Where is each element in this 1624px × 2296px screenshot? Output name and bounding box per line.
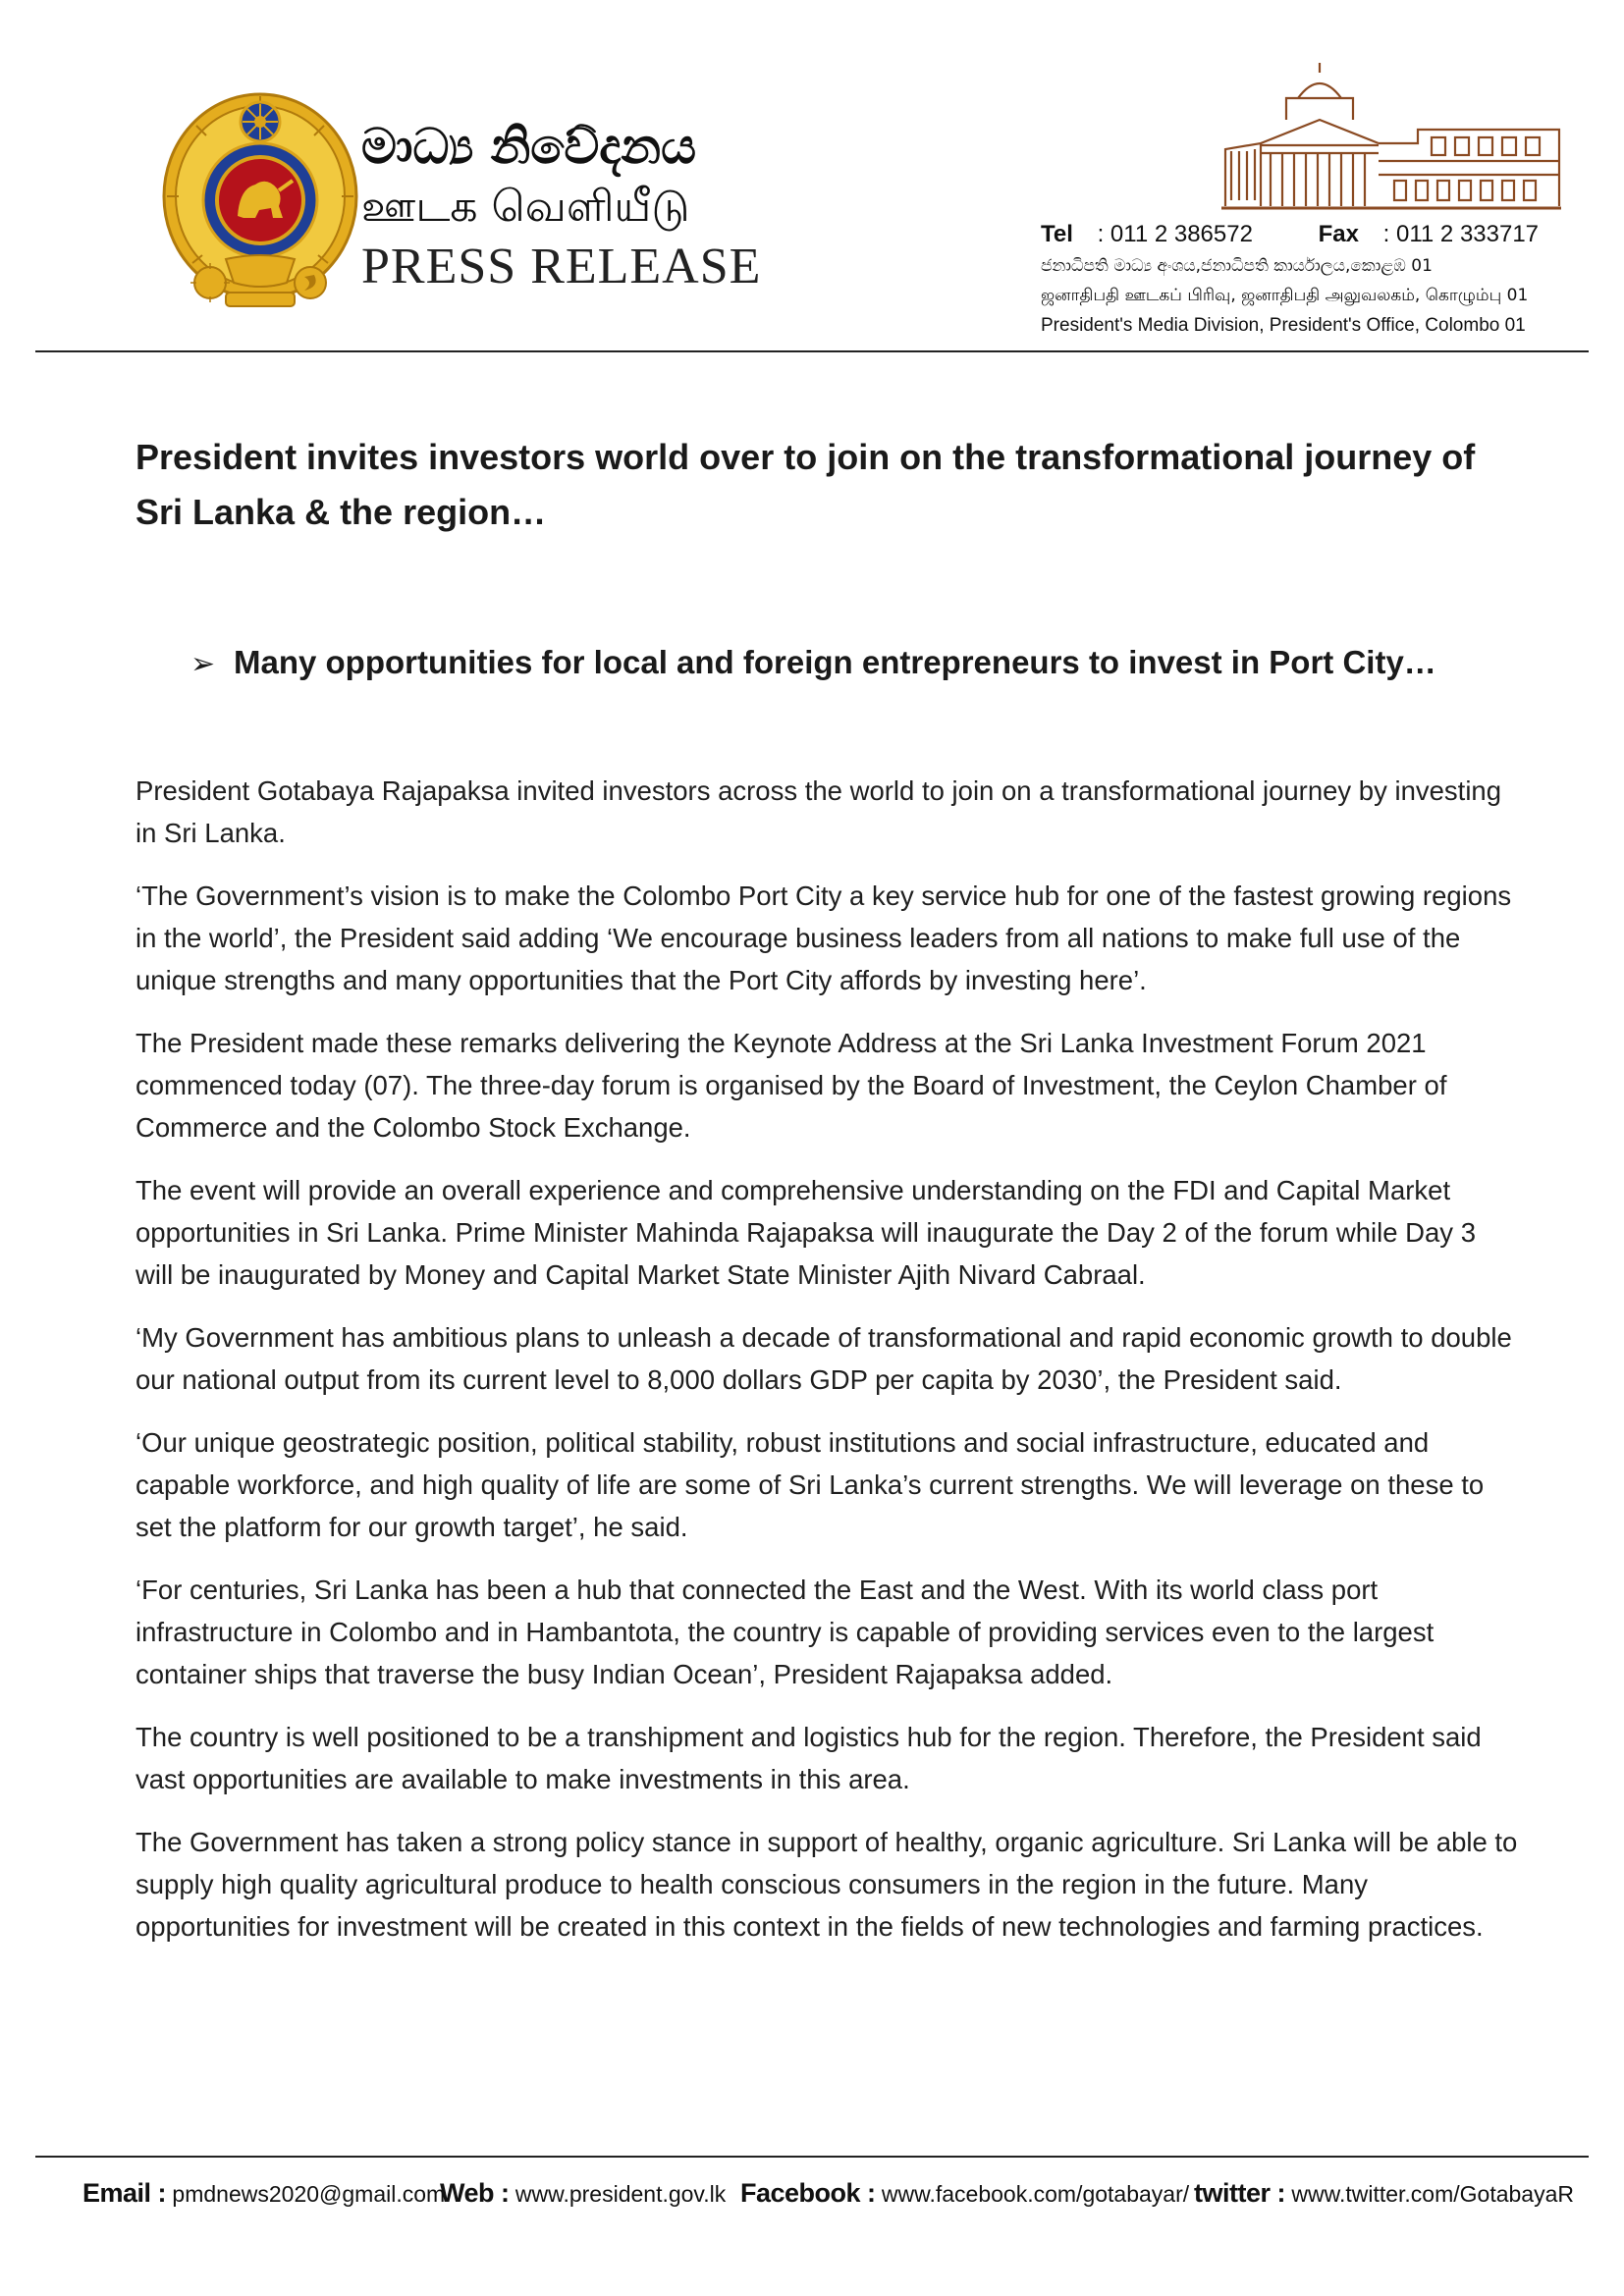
- footer-facebook: [740, 2173, 1189, 2214]
- address-english: President's Media Division, President's Office, Colombo 01: [1041, 315, 1526, 336]
- footer-twitter: [1194, 2173, 1574, 2214]
- fax-value: : 011 2 333717: [1382, 221, 1540, 247]
- paragraph: The country is well positioned to be a transhipment and logistics hub for the region. Therefore, the President said vast opportunities are available to make investments in this area.: [135, 1722, 1482, 1794]
- arrowhead-bullet-icon: ➢: [190, 647, 216, 681]
- article-body: [135, 770, 1520, 1968]
- email-label: Email :: [82, 2178, 167, 2208]
- letterhead: [0, 0, 1624, 355]
- tel-value: : 011 2 386572: [1097, 221, 1253, 247]
- headline: President invites investors world over to join on the transformational journey of Sri Lanka & the region…: [135, 437, 1476, 532]
- address-sinhala: ජනාධිපති මාධ්‍ය අංශය,ජනාධිපති කාර්යාලය,කොළඹ 01: [1041, 256, 1433, 276]
- facebook-link[interactable]: www.facebook.com/gotabayar/: [881, 2181, 1190, 2207]
- web-label: Web :: [440, 2178, 510, 2208]
- title-english: PRESS RELEASE: [361, 239, 762, 294]
- tel-label: Tel: [1041, 221, 1073, 247]
- fax-label: Fax: [1318, 221, 1359, 247]
- paragraph: ‘Our unique geostrategic position, political stability, robust institutions and social infrastructure, educated and capable workforce, and high quality of life are some of Sri Lanka’s current strengths. We will leverage on these to set the platform for our growth target’, he said.: [135, 1427, 1485, 1542]
- paragraph: The President made these remarks delivering the Keynote Address at the Sri Lanka Investment Forum 2021 commenced today (07). The three-day forum is organised by the Board of Investment, the Ceylon Chamber of Commerce and the Colombo Stock Exchange.: [135, 1028, 1447, 1143]
- header-divider: [35, 350, 1589, 352]
- twitter-label: twitter :: [1194, 2178, 1285, 2208]
- web-link[interactable]: www.president.gov.lk: [514, 2181, 727, 2207]
- subheading-bullet: [190, 638, 1545, 689]
- email-value[interactable]: pmdnews2020@gmail.com: [172, 2181, 446, 2207]
- address-tamil: ஜனாதிபதி ஊடகப் பிரிவு, ஜனாதிபதி அலுவலகம், கொழும்பு 01: [1041, 286, 1529, 305]
- press-release-title: [361, 116, 774, 296]
- paragraph: ‘The Government’s vision is to make the Colombo Port City a key service hub for one of the fastest growing regions in the world’, the President said adding ‘We encourage business leaders from all nations to make full use of the unique strengths and many opportunities that the Port City affords by investing here’.: [135, 881, 1512, 995]
- footer: [82, 2173, 1595, 2216]
- presidential-secretariat-building-icon: [1221, 59, 1561, 214]
- sri-lanka-emblem-icon: [157, 86, 363, 314]
- subheading-text: Many opportunities for local and foreign entrepreneurs to invest in Port City…: [234, 644, 1436, 680]
- facebook-label: Facebook :: [740, 2178, 876, 2208]
- twitter-link[interactable]: www.twitter.com/GotabayaR: [1291, 2181, 1574, 2207]
- title-tamil: ஊடக வெளியீடு: [361, 182, 690, 232]
- footer-web: [440, 2173, 726, 2214]
- paragraph: The Government has taken a strong policy stance in support of healthy, organic agriculture. Sri Lanka will be able to supply high quality agricultural produce to health conscious consumers in the region in the future. Many opportunities for investment will be created in this context in the fields of new technologies and farming practices.: [135, 1827, 1518, 1942]
- footer-divider: [35, 2156, 1589, 2158]
- paragraph: President Gotabaya Rajapaksa invited investors across the world to join on a transformational journey by investing in Sri Lanka.: [135, 775, 1502, 848]
- paragraph: ‘For centuries, Sri Lanka has been a hub that connected the East and the West. With its world class port infrastructure in Colombo and in Hambantota, the country is capable of providing services even to the largest container ships that traverse the busy Indian Ocean’, President Rajapaksa added.: [135, 1575, 1435, 1689]
- contact-details: [1041, 218, 1571, 342]
- paragraph: The event will provide an overall experience and comprehensive understanding on the FDI and Capital Market opportunities in Sri Lanka. Prime Minister Mahinda Rajapaksa will inaugurate the Day 2 of the forum while Day 3 will be inaugurated by Money and Capital Market State Minister Ajith Nivard Cabraal.: [135, 1175, 1476, 1290]
- phone-fax-line: [1041, 218, 1571, 251]
- footer-email: [82, 2173, 445, 2214]
- title-sinhala: මාධ්‍ය නිවේදනය: [361, 118, 697, 175]
- paragraph: ‘My Government has ambitious plans to unleash a decade of transformational and rapid economic growth to double our national output from its current level to 8,000 dollars GDP per capita by 2030’, the President said.: [135, 1322, 1512, 1395]
